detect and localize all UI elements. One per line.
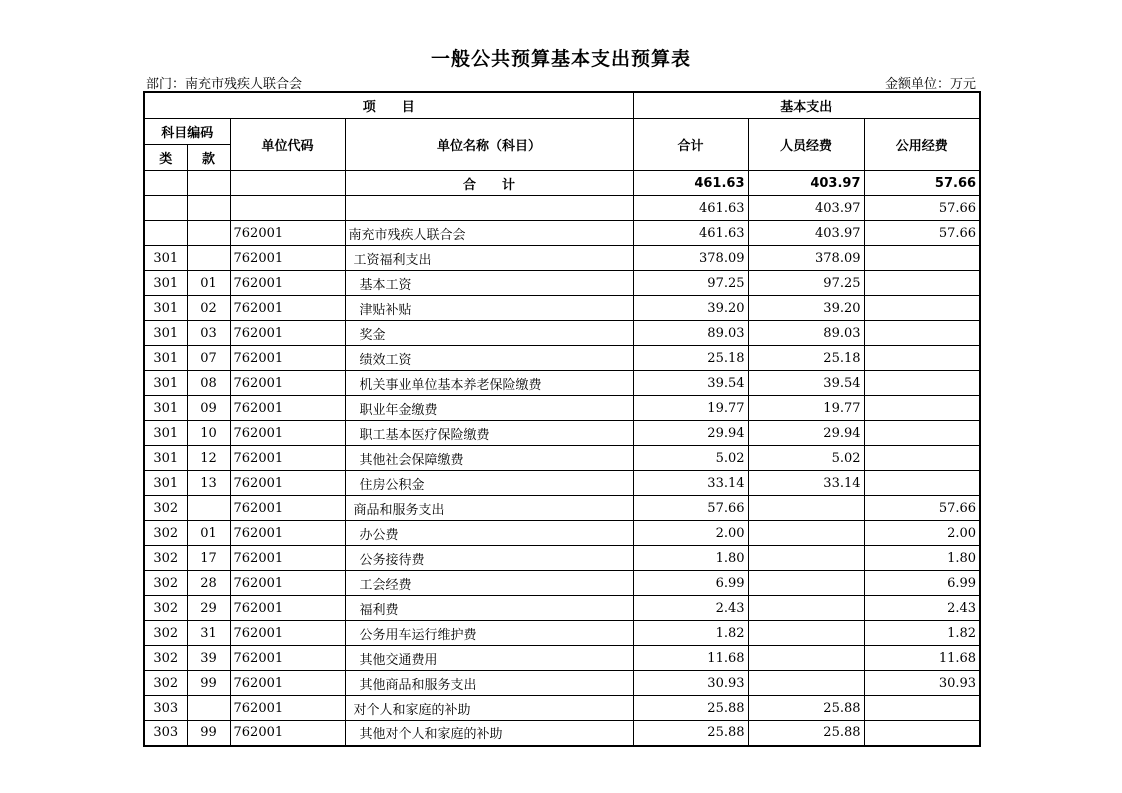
header-unit-code: 单位代码 [230,119,345,171]
cell-class: 301 [144,421,187,446]
cell-public [864,371,980,396]
cell-unit-code: 762001 [230,546,345,571]
cell-public: 57.66 [864,196,980,221]
table-row [144,371,980,396]
cell-item: 99 [187,671,230,696]
cell-total: 6.99 [633,571,748,596]
cell-item [187,196,230,221]
cell-personnel [748,671,864,696]
header-total: 合计 [633,119,748,171]
cell-personnel: 25.88 [748,696,864,721]
cell-item: 99 [187,721,230,746]
cell-item: 13 [187,471,230,496]
cell-personnel: 29.94 [748,421,864,446]
cell-total: 378.09 [633,246,748,271]
header-unit-name: 单位名称（科目） [345,119,633,171]
cell-unit-name: 其他交通费用 [345,646,633,671]
cell-unit-code: 762001 [230,296,345,321]
cell-item: 39 [187,646,230,671]
cell-item [187,246,230,271]
cell-unit-name: 其他社会保障缴费 [345,446,633,471]
page-title: 一般公共预算基本支出预算表 [430,48,691,70]
table-row [144,721,980,746]
total-total: 461.63 [633,171,748,196]
cell-class: 301 [144,396,187,421]
cell-class: 301 [144,271,187,296]
cell-total: 11.68 [633,646,748,671]
cell-public [864,296,980,321]
cell-total: 2.00 [633,521,748,546]
cell-class: 302 [144,621,187,646]
cell-unit-code: 762001 [230,446,345,471]
cell-class [144,196,187,221]
cell-class: 302 [144,596,187,621]
cell-item: 07 [187,346,230,371]
cell-class: 301 [144,246,187,271]
cell-class: 301 [144,446,187,471]
cell-total: 461.63 [633,221,748,246]
cell-personnel: 403.97 [748,196,864,221]
cell-item: 31 [187,621,230,646]
cell-unit-name: 工会经费 [345,571,633,596]
cell-item [187,496,230,521]
cell-item [187,696,230,721]
cell-unit-code: 762001 [230,421,345,446]
cell-item: 01 [187,521,230,546]
table-row [144,596,980,621]
table-row [144,421,980,446]
cell-unit-code: 762001 [230,471,345,496]
cell-total: 89.03 [633,321,748,346]
cell-unit-name [345,196,633,221]
department-label: 部门：南充市残疾人联合会 [146,77,303,92]
table-row [144,521,980,546]
cell-public [864,696,980,721]
cell-unit-code: 762001 [230,721,345,746]
cell-unit-name: 机关事业单位基本养老保险缴费 [345,371,633,396]
table-row [144,196,980,221]
cell-personnel [748,621,864,646]
cell-personnel [748,521,864,546]
header-basic-expenditure: 基本支出 [633,92,980,119]
table-row [144,221,980,246]
cell-unit-code: 762001 [230,571,345,596]
cell-class: 302 [144,571,187,596]
table-row [144,346,980,371]
cell-personnel [748,571,864,596]
cell-public: 11.68 [864,646,980,671]
table-row [144,296,980,321]
cell-personnel: 5.02 [748,446,864,471]
cell-public: 57.66 [864,496,980,521]
table-row [144,246,980,271]
cell-public: 30.93 [864,671,980,696]
cell-personnel: 25.18 [748,346,864,371]
cell-total: 25.18 [633,346,748,371]
cell-unit-code: 762001 [230,396,345,421]
cell-unit-name: 其他对个人和家庭的补助 [345,721,633,746]
cell-unit-name: 基本工资 [345,271,633,296]
table-row [144,471,980,496]
cell-class: 303 [144,696,187,721]
cell-public [864,471,980,496]
cell-unit-code [230,196,345,221]
cell-class: 301 [144,371,187,396]
cell-total: 1.80 [633,546,748,571]
cell-personnel [748,596,864,621]
cell-total: 1.82 [633,621,748,646]
total-row [144,171,980,196]
cell-total: 29.94 [633,421,748,446]
cell-total: 97.25 [633,271,748,296]
cell-total: 39.54 [633,371,748,396]
cell-personnel: 39.20 [748,296,864,321]
table-row [144,621,980,646]
cell-unit-name: 公务用车运行维护费 [345,621,633,646]
cell-unit-name: 住房公积金 [345,471,633,496]
cell-class: 301 [144,296,187,321]
cell-public [864,721,980,746]
cell-item: 28 [187,571,230,596]
cell-unit-code: 762001 [230,346,345,371]
cell-unit-name: 办公费 [345,521,633,546]
cell-personnel: 25.88 [748,721,864,746]
cell-unit-code: 762001 [230,271,345,296]
cell-unit-name: 南充市残疾人联合会 [345,221,633,246]
header-class: 类 [144,145,187,171]
cell-unit-name: 工资福利支出 [345,246,633,271]
total-label: 合 计 [345,171,633,196]
cell-public: 1.80 [864,546,980,571]
cell-unit-name: 职工基本医疗保险缴费 [345,421,633,446]
cell-public: 2.43 [864,596,980,621]
cell-public [864,446,980,471]
cell-public [864,346,980,371]
cell-total: 30.93 [633,671,748,696]
cell-item: 12 [187,446,230,471]
cell-class: 302 [144,496,187,521]
cell-unit-code: 762001 [230,496,345,521]
cell-unit-name: 绩效工资 [345,346,633,371]
total-public: 57.66 [864,171,980,196]
cell-class: 301 [144,471,187,496]
cell-unit-name: 对个人和家庭的补助 [345,696,633,721]
cell-class: 303 [144,721,187,746]
cell-public [864,396,980,421]
cell-personnel [748,496,864,521]
cell-unit-name: 福利费 [345,596,633,621]
cell-public [864,321,980,346]
table-row [144,571,980,596]
table-row [144,696,980,721]
cell-item: 02 [187,296,230,321]
cell-total: 461.63 [633,196,748,221]
cell-unit-name: 奖金 [345,321,633,346]
cell-public: 1.82 [864,621,980,646]
table-row [144,671,980,696]
header-personnel: 人员经费 [748,119,864,171]
cell-unit-name: 商品和服务支出 [345,496,633,521]
cell-unit-name: 职业年金缴费 [345,396,633,421]
table-row [144,546,980,571]
cell-unit-name: 津贴补贴 [345,296,633,321]
cell-item: 10 [187,421,230,446]
cell-total: 25.88 [633,721,748,746]
cell-unit-code: 762001 [230,521,345,546]
cell-class [144,221,187,246]
cell-public [864,246,980,271]
header-item: 款 [187,145,230,171]
cell-personnel [748,646,864,671]
cell-total: 57.66 [633,496,748,521]
cell-public [864,421,980,446]
cell-unit-name: 公务接待费 [345,546,633,571]
cell-total: 19.77 [633,396,748,421]
cell-unit-code: 762001 [230,596,345,621]
cell-unit-code: 762001 [230,621,345,646]
cell-unit-name: 其他商品和服务支出 [345,671,633,696]
cell-public: 6.99 [864,571,980,596]
cell-personnel: 89.03 [748,321,864,346]
cell-item: 08 [187,371,230,396]
cell-total: 33.14 [633,471,748,496]
cell-unit-code: 762001 [230,371,345,396]
table-row [144,496,980,521]
cell-item: 03 [187,321,230,346]
cell-class: 301 [144,321,187,346]
header-subject-code: 科目编码 [144,119,230,145]
cell-class: 302 [144,521,187,546]
cell-unit-code: 762001 [230,696,345,721]
cell-personnel: 403.97 [748,221,864,246]
table-row [144,321,980,346]
unit-label: 金额单位：万元 [884,77,976,92]
cell-class: 302 [144,671,187,696]
cell-item: 09 [187,396,230,421]
table-row [144,271,980,296]
cell-class: 301 [144,346,187,371]
cell-total: 2.43 [633,596,748,621]
cell-personnel: 19.77 [748,396,864,421]
cell-total: 39.20 [633,296,748,321]
cell-personnel: 33.14 [748,471,864,496]
cell-unit-code: 762001 [230,321,345,346]
cell-item: 01 [187,271,230,296]
budget-table [143,91,981,747]
header-project: 项 目 [144,92,633,119]
cell-total: 25.88 [633,696,748,721]
cell-personnel: 39.54 [748,371,864,396]
header-public: 公用经费 [864,119,980,171]
cell-public: 2.00 [864,521,980,546]
cell-public [864,271,980,296]
table-row [144,396,980,421]
cell-personnel: 378.09 [748,246,864,271]
cell-item: 17 [187,546,230,571]
cell-unit-code: 762001 [230,646,345,671]
cell-unit-code: 762001 [230,246,345,271]
cell-item: 29 [187,596,230,621]
table-row [144,446,980,471]
cell-class: 302 [144,646,187,671]
cell-personnel: 97.25 [748,271,864,296]
total-personnel: 403.97 [748,171,864,196]
cell-class: 302 [144,546,187,571]
cell-total: 5.02 [633,446,748,471]
cell-public: 57.66 [864,221,980,246]
cell-personnel [748,546,864,571]
cell-unit-code: 762001 [230,671,345,696]
cell-item [187,221,230,246]
table-row [144,646,980,671]
cell-unit-code: 762001 [230,221,345,246]
